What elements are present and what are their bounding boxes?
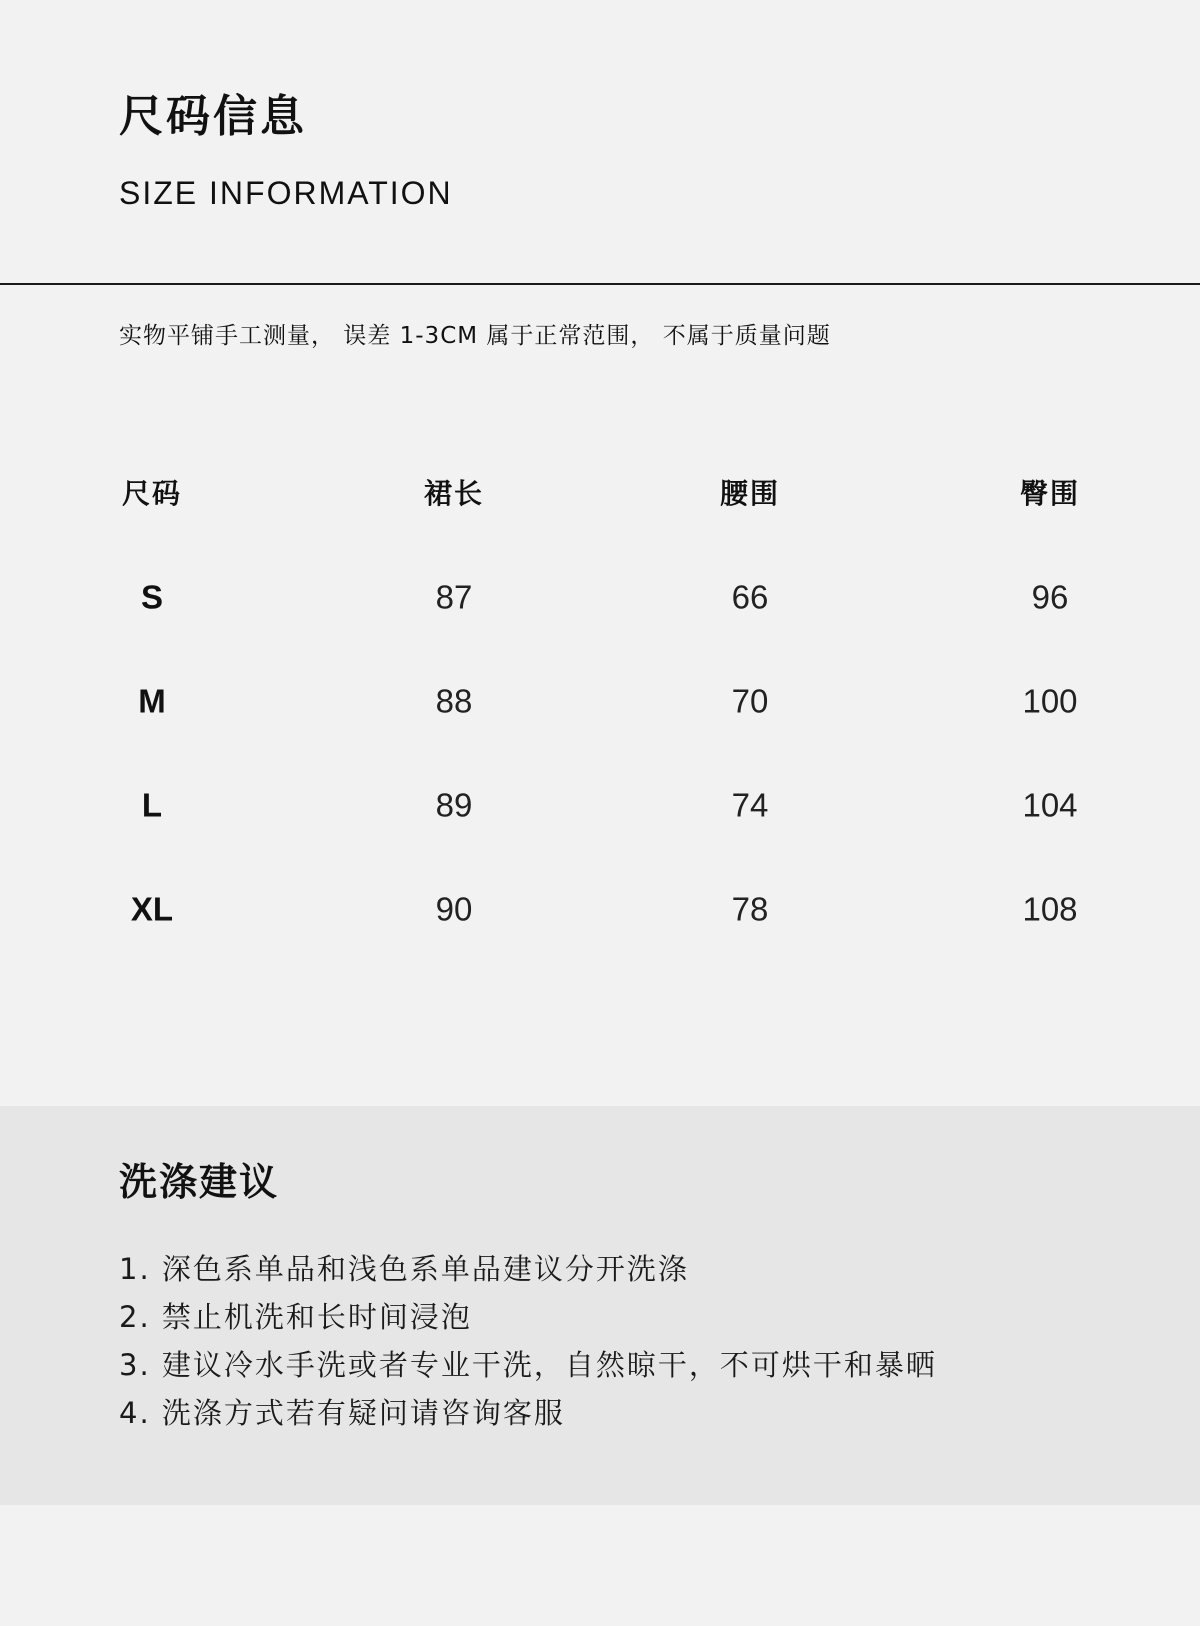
header-divider [0, 283, 1200, 285]
page-subtitle: SIZE INFORMATION [119, 175, 453, 211]
column-header-hip: 臀围 [1019, 477, 1081, 510]
table-cell-size: XL [130, 890, 174, 928]
table-cell-waist: 78 [731, 890, 769, 928]
table-cell-hip: 96 [1031, 578, 1069, 616]
column-header-skirt-length: 裙长 [423, 477, 485, 510]
table-cell-hip: 104 [1022, 786, 1078, 824]
washing-advice-title: 洗涤建议 [119, 1160, 280, 1204]
size-info-header [119, 91, 453, 211]
page-title: 尺码信息 [119, 91, 307, 142]
table-cell-waist: 66 [731, 578, 769, 616]
column-header-waist: 腰围 [719, 477, 781, 510]
table-cell-skirt-length: 90 [435, 890, 473, 928]
list-item: 3. 建议冷水手洗或者专业干洗，自然晾干，不可烘干和暴晒 [119, 1348, 937, 1382]
washing-advice-list [119, 1245, 937, 1437]
table-cell-size: S [140, 578, 164, 616]
table-cell-waist: 70 [731, 682, 769, 720]
table-cell-skirt-length: 87 [435, 578, 473, 616]
table-cell-skirt-length: 88 [435, 682, 473, 720]
table-cell-hip: 108 [1022, 890, 1078, 928]
table-cell-hip: 100 [1022, 682, 1078, 720]
table-cell-size: L [141, 786, 163, 824]
list-item: 1. 深色系单品和浅色系单品建议分开洗涤 [119, 1252, 689, 1286]
table-cell-size: M [138, 682, 166, 720]
measurement-note: 实物平铺手工测量， 误差 1-3CM 属于正常范围， 不属于质量问题 [119, 323, 831, 349]
table-cell-waist: 74 [731, 786, 769, 824]
washing-advice-section [0, 1106, 1200, 1505]
list-item: 2. 禁止机洗和长时间浸泡 [119, 1300, 472, 1334]
column-header-size: 尺码 [121, 477, 183, 510]
table-cell-skirt-length: 89 [435, 786, 473, 824]
list-item: 4. 洗涤方式若有疑问请咨询客服 [119, 1396, 565, 1430]
